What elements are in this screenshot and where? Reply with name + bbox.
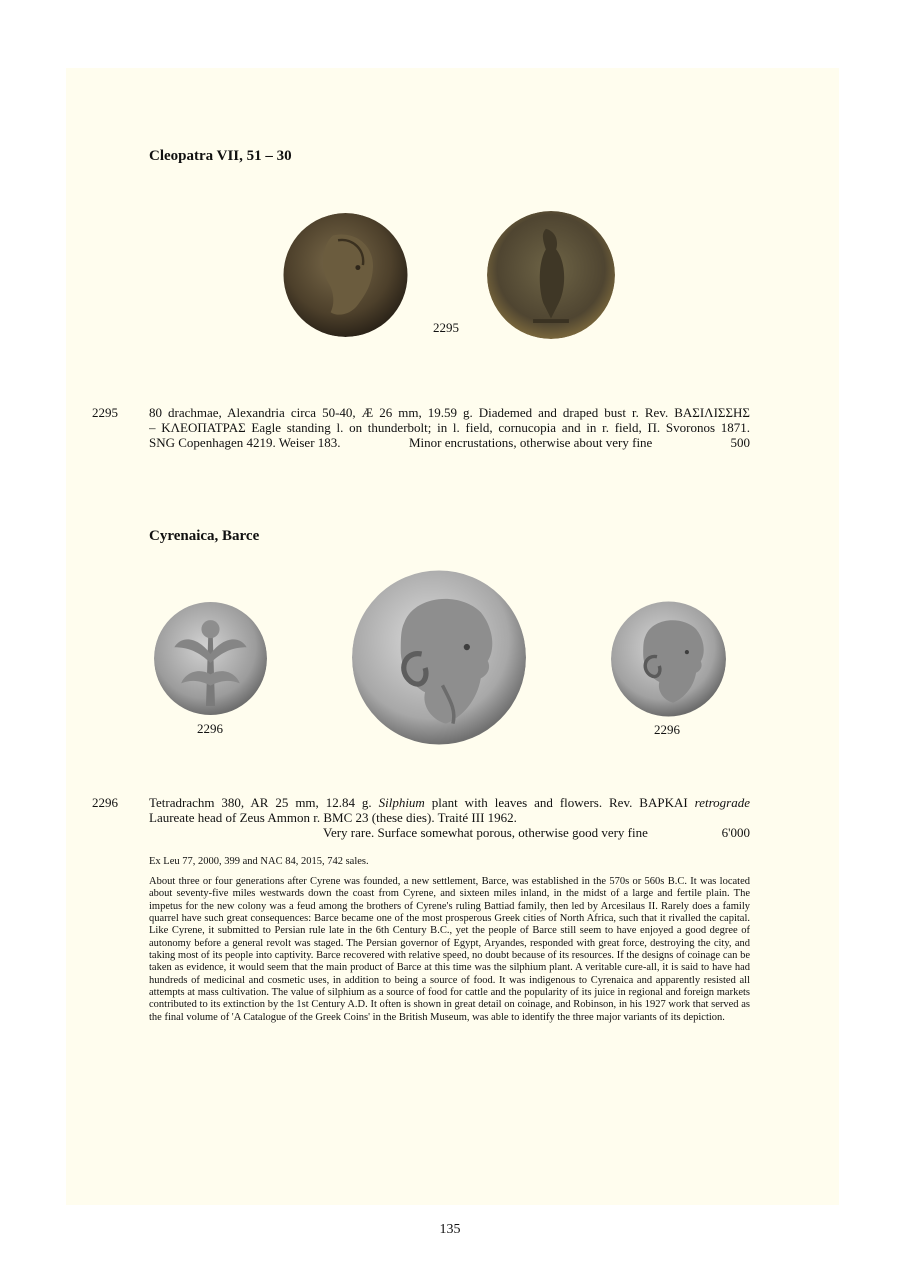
page-number: 135 bbox=[439, 1222, 461, 1237]
lot-2295-line-2: – ΚΛΕΟΠΑΤΡΑΣ Eagle standing l. on thunderbolt; in l. field, cornucopia and in r. field, Π. Svoronos 1871. bbox=[149, 420, 750, 435]
lot-2296-silphium-italic: Silphium bbox=[378, 795, 425, 810]
lot-2295-description bbox=[149, 405, 750, 450]
lot-2295-estimate: 500 bbox=[730, 435, 750, 450]
lot-2296-historical-note: About three or four generations after Cyrene was founded, a new settlement, Barce, was established in the 570s or 560s B.C. It was located about seventy-five miles westwards down the coast from Cyrene, and sixteen miles inland, in the midst of a large and fertile plain. The impetus for the new colony was a feud among the brothers of Cyrene's ruling Battiad family, then led by Arcesilaus II. Rarely does a family quarrel have such great consequences: Barce became one of the most prosperous Greek cities of North Africa, such that it rivalled the capital. Like Cyrene, it submitted to Persian rule late in the 6th Century B.C., yet the people of Barce still seem to have enjoyed a good degree of autonomy before a general revolt was staged. The Persian governor of Egypt, Aryandes, responded with great force, destroying the city, and taking most of its people into captivity. Barce recovered with relative speed, no doubt because of its resources. If the designs of coinage can be taken as evidence, it would seem that the main product of Barce at this time was the silphium plant. A veritable cure-all, it is said to have had hundreds of medicinal and cosmetic uses, in addition to being a source of food. It was indigenous to Cyrenaica and apparently resisted all attempts at mass cultivation. The value of silphium as a source of food for cattle and the popularity of its juice in regional and foreign markets contributed to its extinction by the 1st Century A.D. It often is shown in great detail on coinage, and Robinson, in his 1927 work that served as the final volume of 'A Catalogue of the Greek Coins' in the British Museum, was able to identify the three major variants of its depiction. bbox=[149, 876, 750, 1023]
coin-2296-label-left: 2296 bbox=[197, 721, 223, 736]
lot-2296-line-1 bbox=[149, 795, 750, 810]
lot-number-2296: 2296 bbox=[92, 795, 118, 810]
lot-2296-retrograde-italic: retrograde bbox=[694, 795, 750, 810]
lot-2295-condition: Minor encrustations, otherwise about very fine bbox=[409, 435, 653, 450]
coin-2296-zeus-ammon-image bbox=[611, 600, 726, 718]
section-heading-cleopatra: Cleopatra VII, 51 – 30 bbox=[149, 148, 292, 164]
section-heading-barce: Cyrenaica, Barce bbox=[149, 528, 260, 544]
lot-2295-references: SNG Copenhagen 4219. Weiser 183. bbox=[149, 435, 341, 450]
lot-2296-estimate: 6'000 bbox=[721, 825, 750, 840]
lot-2296-line-1-part-b: plant with leaves and flowers. Rev. ΒΑΡΚΑΙ bbox=[424, 795, 695, 810]
lot-2296-line-3 bbox=[149, 825, 750, 840]
lot-2296-condition: Very rare. Surface somewhat porous, otherwise good very fine bbox=[323, 825, 648, 840]
coin-2295-obverse-image bbox=[283, 213, 408, 337]
lot-2296-description bbox=[149, 795, 750, 840]
lot-2296-provenance: Ex Leu 77, 2000, 399 and NAC 84, 2015, 742 sales. bbox=[149, 856, 369, 867]
lot-2296-line-1-part-a: Tetradrachm 380, AR 25 mm, 12.84 g. bbox=[149, 795, 379, 810]
coin-2296-label-right: 2296 bbox=[654, 722, 680, 737]
coin-2295-label: 2295 bbox=[433, 320, 459, 335]
lot-number-2295: 2295 bbox=[92, 405, 118, 420]
coin-2296-silphium-image bbox=[154, 601, 267, 716]
lot-2295-line-3 bbox=[149, 435, 750, 450]
lot-2296-line-2: Laureate head of Zeus Ammon r. BMC 23 (these dies). Traité III 1962. bbox=[149, 810, 517, 825]
coin-2295-reverse-image bbox=[487, 211, 615, 339]
coin-2296-zeus-ammon-enlarged-image bbox=[352, 568, 526, 747]
lot-2295-line-1: 80 drachmae, Alexandria circa 50-40, Æ 26 mm, 19.59 g. Diademed and draped bust r. Rev. ΒΑΣΙΛΙΣΣΗΣ bbox=[149, 405, 750, 420]
